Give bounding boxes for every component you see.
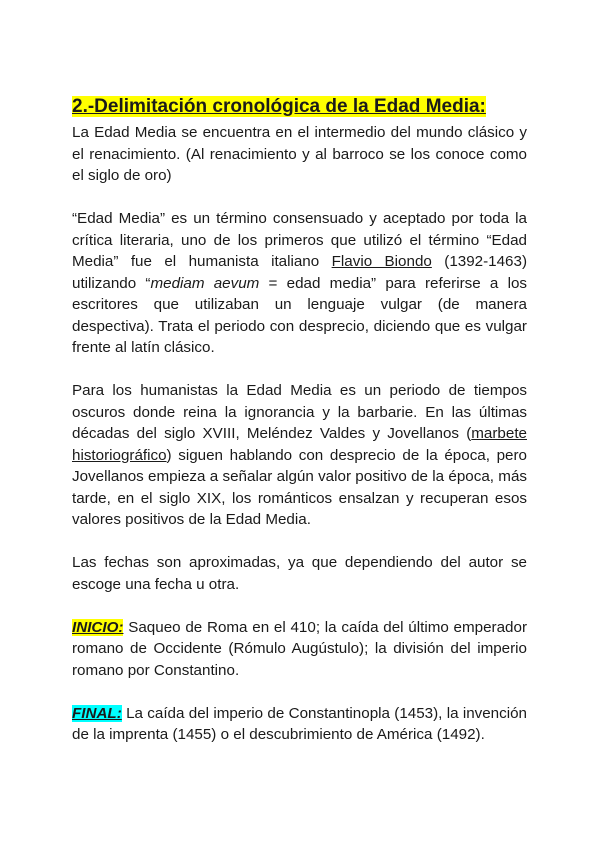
paragraph-intro — [72, 122, 527, 187]
paragraph-final — [72, 703, 527, 746]
marbete-historiografico-term: marbete historiográfico — [72, 425, 527, 464]
p2-text-a: “Edad Media” es un término consensuado y aceptado por toda la crítica literaria, uno de los primeros que utilizó el término “Edad Media” fue el humanista italiano — [72, 210, 527, 270]
inicio-text: Saqueo de Roma en el 410; la caída del último emperador romano de Occidente (Rómulo Augústulo); la división del imperio romano por Constantino. — [72, 618, 527, 679]
inicio-label: INICIO: — [72, 618, 124, 636]
final-label: FINAL: — [72, 704, 122, 722]
p2-italic-term: mediam aevum — [150, 274, 260, 292]
p3-text-a: Para los humanistas la Edad Media es un periodo de tiempos oscuros donde reina la ignorancia y la barbarie. En las últimas décadas del siglo XVIII, Meléndez Valdes y Jovellanos ( — [72, 382, 527, 442]
paragraph-intro-text: La Edad Media se encuentra en el intermedio del mundo clásico y el renacimiento. (Al renacimiento y al barroco se los conoce como el siglo de oro) — [72, 124, 527, 184]
flavio-biondo-link[interactable]: Flavio Biondo — [331, 253, 432, 270]
paragraph-inicio — [72, 617, 527, 682]
p2-text-b: (1392-1463) utilizando “ — [72, 253, 528, 292]
paragraph-humanistas — [72, 380, 527, 531]
paragraph-fechas-text: Las fechas son aproximadas, ya que dependiendo del autor se escoge una fecha u otra. — [72, 554, 527, 593]
paragraph-fechas — [72, 552, 527, 595]
section-heading — [72, 94, 527, 120]
section-heading-text: 2.-Delimitación cronológica de la Edad Media: — [72, 96, 486, 117]
final-text: La caída del imperio de Constantinopla (1453), la invención de la imprenta (1455) o el descubrimiento de América (1492). — [72, 704, 527, 743]
document-page — [72, 94, 527, 767]
p3-text-b: ) siguen hablando con desprecio de la época, pero Jovellanos empieza a señalar algún valor positivo de la época, más tarde, en el siglo XIX, los románticos ensalzan y recuperan esos valores positivos de la Edad Media. — [72, 446, 527, 528]
paragraph-edad-media-term — [72, 208, 527, 359]
p2-text-c: = edad media” para referirse a los escritores que utilizaban un lenguaje vulgar (de manera despectiva). Trata el periodo con desprecio, diciendo que es vulgar frente al latín clásico. — [72, 274, 527, 356]
